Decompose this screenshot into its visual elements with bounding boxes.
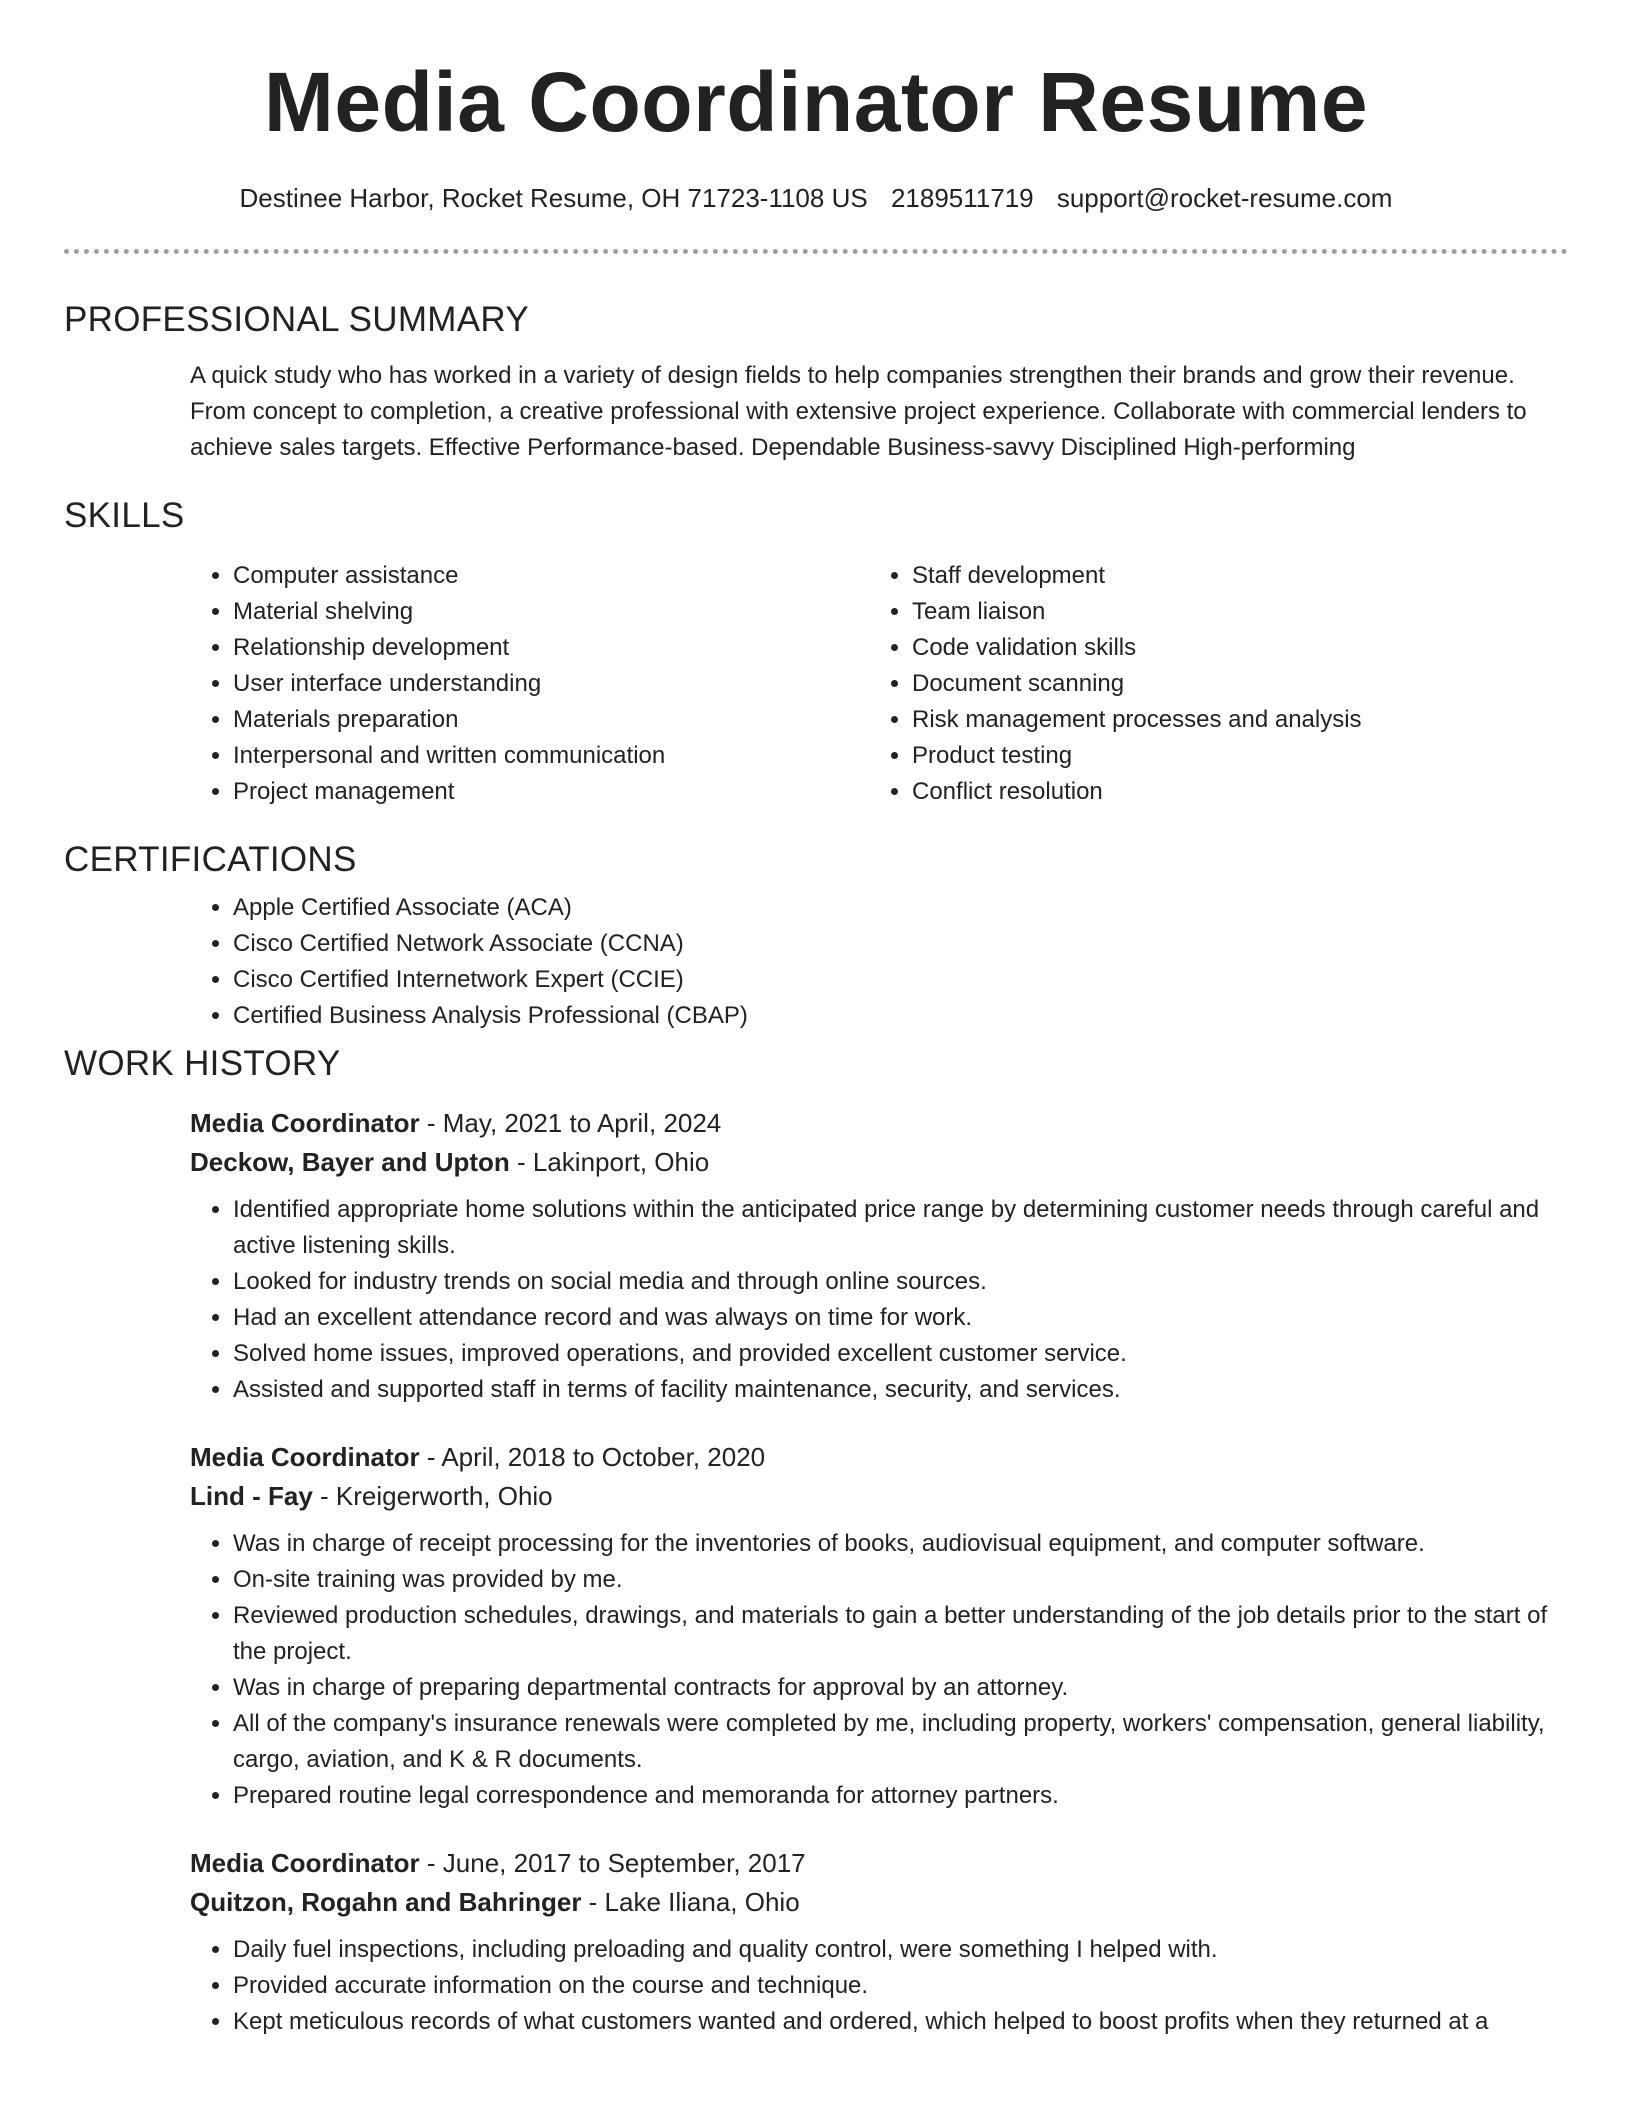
- job-location: - Lake Iliana, Ohio: [581, 1887, 800, 1917]
- job-location: - Kreigerworth, Ohio: [312, 1481, 553, 1511]
- contact-email: support@rocket-resume.com: [1056, 183, 1393, 213]
- job-duty: • Looked for industry trends on social media and through online sources.: [233, 1264, 1568, 1300]
- job-dates: - May, 2021 to April, 2024: [419, 1108, 722, 1138]
- certifications-list: [0, 890, 1632, 1034]
- certifications-heading: CERTIFICATIONS: [64, 840, 357, 879]
- job-company: Deckow, Bayer and Upton: [190, 1147, 510, 1177]
- job-title: Media Coordinator: [190, 1108, 420, 1138]
- contact-line: [0, 180, 1632, 216]
- skill-item: • Product testing: [912, 738, 1592, 774]
- job-duty: • Kept meticulous records of what customers wanted and ordered, which helped to boost profits when they returned at a: [233, 2004, 1568, 2040]
- resume-body: [0, 290, 1632, 2070]
- job-duties-list: [190, 1932, 1568, 2040]
- job-duty: • Had an excellent attendance record and was always on time for work.: [233, 1300, 1568, 1336]
- work-history-heading: WORK HISTORY: [64, 1044, 341, 1083]
- job-entry: [190, 1438, 1568, 1814]
- job-title: Media Coordinator: [190, 1442, 420, 1472]
- certification-item: • Cisco Certified Internetwork Expert (CCIE): [233, 962, 1632, 998]
- job-duty: • Prepared routine legal correspondence and memoranda for attorney partners.: [233, 1778, 1568, 1814]
- job-location: - Lakinport, Ohio: [509, 1147, 710, 1177]
- summary-text: A quick study who has worked in a variety of design fields to help companies strengthen their brands and grow their revenue. From concept to completion, a creative professional with extensive project experience. Collaborate with commercial lenders to achieve sales targets. Effective Performance-based. Dependable Business-savvy Disciplined High-performing: [190, 362, 1527, 461]
- job-duties-list: [190, 1526, 1568, 1814]
- job-company: Quitzon, Rogahn and Bahringer: [190, 1887, 582, 1917]
- skill-item: • Computer assistance: [233, 558, 912, 594]
- job-company-line: [190, 1143, 1568, 1182]
- resume-title: Media Coordinator Resume: [263, 55, 1369, 149]
- job-duty: • Was in charge of preparing departmental contracts for approval by an attorney.: [233, 1670, 1568, 1706]
- job-duty: • Identified appropriate home solutions within the anticipated price range by determining customer needs through careful and active listening skills.: [233, 1192, 1568, 1264]
- skill-item: • Interpersonal and written communication: [233, 738, 912, 774]
- job-entry: [190, 1104, 1568, 1408]
- skill-item: • Project management: [233, 774, 912, 810]
- skill-item: • Staff development: [912, 558, 1592, 594]
- contact-address: Destinee Harbor, Rocket Resume, OH 71723-1108 US: [239, 183, 868, 213]
- contact-phone: 2189511719: [890, 183, 1034, 213]
- job-duties-list: [190, 1192, 1568, 1408]
- skill-item: • Document scanning: [912, 666, 1592, 702]
- job-title-line: [190, 1844, 1568, 1883]
- certification-item: • Certified Business Analysis Professional (CBAP): [233, 998, 1632, 1034]
- job-company: Lind - Fay: [190, 1481, 313, 1511]
- job-duty: • Solved home issues, improved operations, and provided excellent customer service.: [233, 1336, 1568, 1372]
- skill-item: • User interface understanding: [233, 666, 912, 702]
- job-duty: • Reviewed production schedules, drawings, and materials to gain a better understanding of the job details prior to the start of the project.: [233, 1598, 1568, 1670]
- skills-columns: [0, 558, 1632, 810]
- skill-item: • Materials preparation: [233, 702, 912, 738]
- skill-item: • Team liaison: [912, 594, 1592, 630]
- skills-list-left: [0, 558, 912, 810]
- job-company-line: [190, 1477, 1568, 1516]
- certification-item: • Apple Certified Associate (ACA): [233, 890, 1632, 926]
- job-entry: [190, 1844, 1568, 2040]
- skill-item: • Risk management processes and analysis: [912, 702, 1592, 738]
- summary-heading: PROFESSIONAL SUMMARY: [64, 300, 529, 339]
- skills-heading: SKILLS: [64, 496, 185, 535]
- job-duty: • Provided accurate information on the course and technique.: [233, 1968, 1568, 2004]
- skill-item: • Material shelving: [233, 594, 912, 630]
- job-duty: • Daily fuel inspections, including preloading and quality control, were something I helped with.: [233, 1932, 1568, 1968]
- skill-item: • Code validation skills: [912, 630, 1592, 666]
- job-title: Media Coordinator: [190, 1848, 420, 1878]
- job-title-line: [190, 1104, 1568, 1143]
- skill-item: • Relationship development: [233, 630, 912, 666]
- skill-item: • Conflict resolution: [912, 774, 1592, 810]
- job-duty: • Was in charge of receipt processing for the inventories of books, audiovisual equipment, and computer software.: [233, 1526, 1568, 1562]
- job-title-line: [190, 1438, 1568, 1477]
- header-divider: [64, 249, 1568, 254]
- job-duty: • All of the company's insurance renewals were completed by me, including property, workers' compensation, general liability, cargo, aviation, and K & R documents.: [233, 1706, 1568, 1778]
- job-dates: - April, 2018 to October, 2020: [419, 1442, 766, 1472]
- skills-list-right: [912, 558, 1592, 810]
- job-duty: • Assisted and supported staff in terms of facility maintenance, security, and services.: [233, 1372, 1568, 1408]
- job-company-line: [190, 1883, 1568, 1922]
- job-dates: - June, 2017 to September, 2017: [419, 1848, 806, 1878]
- certification-item: • Cisco Certified Network Associate (CCNA): [233, 926, 1632, 962]
- job-duty: • On-site training was provided by me.: [233, 1562, 1568, 1598]
